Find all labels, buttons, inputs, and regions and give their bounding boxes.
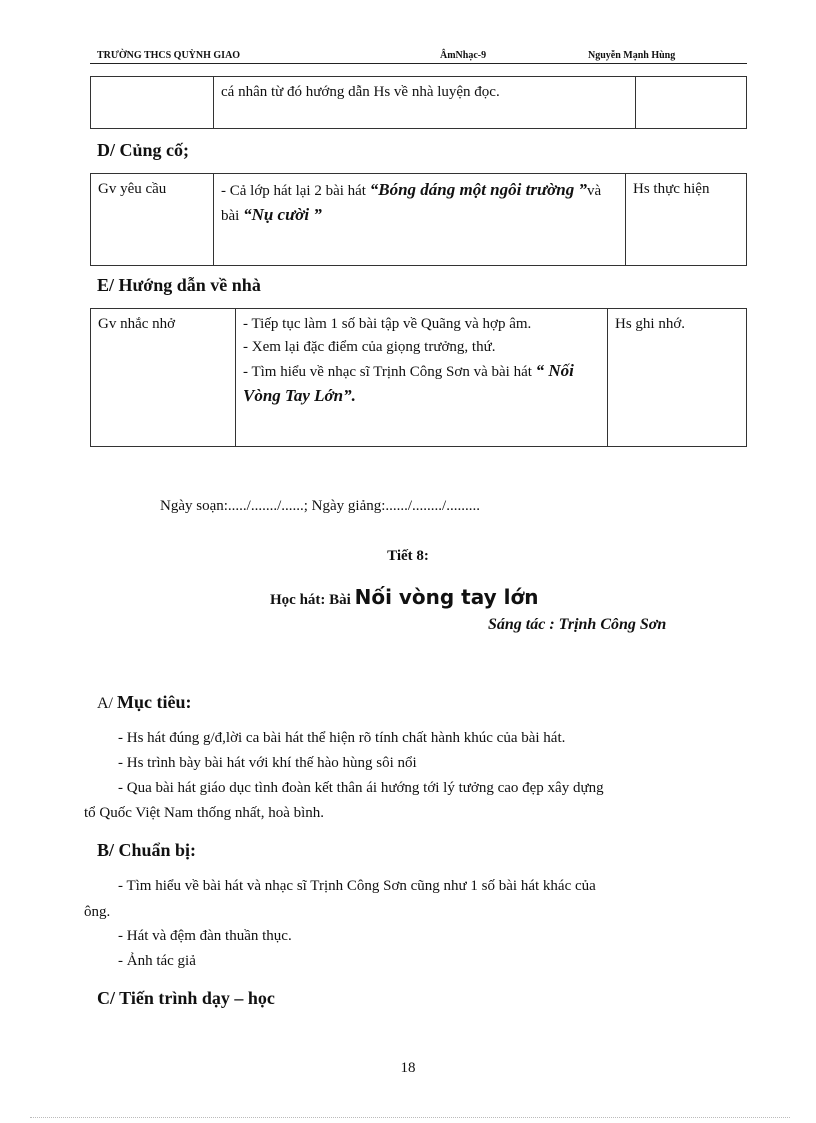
d-song-1: “Bóng dáng một ngôi trường ” <box>369 180 587 199</box>
header-subject: ÂmNhạc-9 <box>440 50 487 61</box>
e-teacher-cell: Gv nhắc nhở <box>91 309 236 447</box>
objective-item: - Qua bài hát giáo dục tình đoàn kết thân ái hướng tới lý tưởng cao đẹp xây dựng <box>118 780 604 796</box>
section-c-title: C/ Tiến trình dạy – học <box>97 988 275 1008</box>
composer: Sáng tác : Trịnh Công Sơn <box>488 616 667 633</box>
d-activity-mid: và bài <box>221 183 602 224</box>
header-divider <box>90 63 747 64</box>
section-a-title <box>97 692 191 713</box>
section-a-prefix: A/ <box>97 695 117 712</box>
d-activity-cell <box>214 174 626 266</box>
e-song: “ Nối Vòng Tay Lớn”. <box>243 361 574 405</box>
prep-item: - Tìm hiểu về bài hát và nhạc sĩ Trịnh Công Sơn cũng như 1 số bài hát khác của <box>118 878 596 894</box>
song-title: Nối vòng tay lớn <box>354 585 539 609</box>
prep-item: - Ảnh tác giả <box>118 953 196 969</box>
homework-table <box>90 308 747 447</box>
e-student-cell: Hs ghi nhớ. <box>608 309 747 447</box>
e-line-3 <box>243 359 600 409</box>
cell-student <box>636 77 747 129</box>
e-line-2: - Xem lại đặc điểm của giọng trưởng, thứ. <box>243 339 496 355</box>
header-school: TRƯỜNG THCS QUỲNH GIAO <box>97 50 241 61</box>
e-line-1: - Tiếp tục làm 1 số bài tập về Quãng và hợp âm. <box>243 316 532 332</box>
cell-teacher <box>91 77 214 129</box>
section-d-title: D/ Củng cố; <box>97 140 190 160</box>
d-activity-prefix: - Cả lớp hát lại 2 bài hát <box>221 183 370 199</box>
section-a-label: Mục tiêu: <box>117 692 192 712</box>
d-song-2: “Nụ cười ” <box>243 205 322 224</box>
e-line-3-text: - Tìm hiểu về nhạc sĩ Trịnh Công Sơn và bài hát <box>243 364 536 380</box>
header-author: Nguyễn Mạnh Hùng <box>588 50 676 61</box>
prep-item: - Hát và đệm đàn thuần thục. <box>118 928 292 944</box>
cell-activity: cá nhân từ đó hướng dẫn Hs về nhà luyện đọc. <box>214 77 636 129</box>
period-title: Tiết 8: <box>387 548 429 564</box>
lesson-dates: Ngày soạn:...../......./......; Ngày giảng:....../......../......... <box>160 498 480 514</box>
page-number: 18 <box>400 1060 416 1076</box>
lesson-title <box>270 585 538 609</box>
continuation-table <box>90 76 747 129</box>
prep-item: ông. <box>84 904 111 920</box>
lesson-prefix: Học hát: Bài <box>270 592 355 608</box>
footer-divider <box>30 1117 790 1118</box>
section-b-title: B/ Chuẩn bị: <box>97 840 197 860</box>
section-e-title: E/ Hướng dẫn về nhà <box>97 275 261 295</box>
d-student-cell: Hs thực hiện <box>626 174 747 266</box>
objective-item: tổ Quốc Việt Nam thống nhất, hoà bình. <box>84 805 325 821</box>
e-activity-cell <box>236 309 608 447</box>
objective-item: - Hs hát đúng g/đ,lời ca bài hát thể hiện rõ tính chất hành khúc của bài hát. <box>118 730 566 746</box>
consolidation-table <box>90 173 747 266</box>
d-teacher-cell: Gv yêu cầu <box>91 174 214 266</box>
objective-item: - Hs trình bày bài hát với khí thế hào hùng sôi nổi <box>118 755 417 771</box>
